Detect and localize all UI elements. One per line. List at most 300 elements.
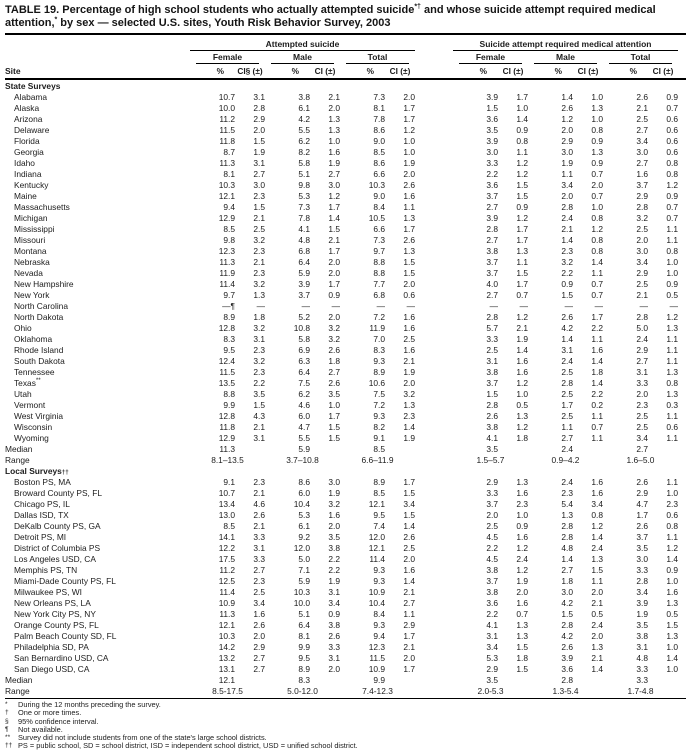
percent-value: 5.3 — [486, 653, 498, 663]
site-cell — [5, 499, 190, 510]
ci-value: 1.7 — [328, 202, 340, 212]
percent-value: 1.4 — [561, 554, 573, 564]
percent-value: 9.5 — [298, 653, 310, 663]
ci-value: 3.3 — [253, 532, 265, 542]
percent-value: 2.0 — [636, 389, 648, 399]
percent-value: 11.9 — [369, 323, 385, 333]
ci-value: 1.0 — [666, 664, 678, 674]
percent-value: 4.7 — [636, 499, 648, 509]
percent-value: 2.8 — [636, 576, 648, 586]
site-name: New York City PS, NY — [14, 609, 96, 619]
site-cell — [5, 488, 190, 499]
site-cell — [5, 136, 190, 147]
ci-value: 2.0 — [328, 664, 340, 674]
site-name: District of Columbia PS — [14, 543, 101, 553]
site-cell — [5, 411, 190, 422]
ci-value: 2.1 — [253, 488, 265, 498]
median-label: Median — [5, 444, 33, 454]
percent-value: 3.3 — [486, 158, 498, 168]
percent-value: 3.0 — [561, 147, 573, 157]
percent-value: 1.4 — [561, 235, 573, 245]
percent-value: 2.4 — [561, 213, 573, 223]
footnote-text: 95% confidence interval. — [18, 716, 99, 726]
table-row — [5, 532, 686, 543]
site-name: Tennessee — [14, 367, 55, 377]
ci-value: 1.5 — [253, 136, 265, 146]
ci-value: 1.2 — [328, 191, 340, 201]
footnote-text: PS = public school, SD = school district, ISD = independent school district, USD = unified school district. — [18, 741, 358, 751]
ci-value: 2.0 — [328, 257, 340, 267]
percent-value: 2.5 — [636, 422, 648, 432]
percent-value: 13.0 — [218, 510, 235, 520]
percent-value: 5.1 — [298, 169, 310, 179]
percent-value: 4.0 — [486, 279, 498, 289]
percent-value: 12.5 — [218, 576, 235, 586]
table-body — [5, 81, 686, 697]
ci-value: 1.6 — [516, 356, 528, 366]
percent-value: 5.1 — [298, 609, 310, 619]
site-cell — [5, 301, 190, 312]
percent-value: 6.6 — [373, 224, 385, 234]
ci-value: 2.0 — [328, 521, 340, 531]
percent-value: 12.1 — [368, 499, 385, 509]
ci-value: 2.1 — [328, 92, 340, 102]
percent-value: — — [301, 301, 310, 311]
ci-value: 1.0 — [403, 136, 415, 146]
ci-value: 3.1 — [328, 587, 340, 597]
ci-value: 2.0 — [328, 268, 340, 278]
site-name: Maine — [14, 191, 37, 201]
percent-value: 8.5 — [223, 224, 235, 234]
range-label: Range — [5, 686, 30, 696]
percent-value: 9.9 — [298, 642, 310, 652]
ci-value: 1.5 — [516, 191, 528, 201]
percent-value: 7.5 — [298, 378, 310, 388]
ci-value: — — [519, 301, 528, 311]
title-divider — [5, 33, 686, 35]
percent-value: 9.5 — [223, 345, 235, 355]
site-cell — [5, 620, 190, 631]
ci-value: 1.2 — [666, 180, 678, 190]
percent-value: 10.3 — [218, 180, 235, 190]
ci-value: 3.4 — [328, 598, 340, 608]
ci-value: 2.0 — [403, 92, 415, 102]
ci-value: 1.1 — [591, 576, 603, 586]
title-superscript-2: * — [54, 16, 58, 24]
percent-value: 9.3 — [373, 565, 385, 575]
percent-value: 9.1 — [223, 477, 235, 487]
percent-value: 9.3 — [373, 356, 385, 366]
percent-value: 17.5 — [218, 554, 235, 564]
percent-value: 7.8 — [373, 114, 385, 124]
percent-value: 11.4 — [219, 587, 235, 597]
percent-value: 14.1 — [218, 532, 235, 542]
percent-value: 8.5 — [373, 147, 385, 157]
percent-value: 4.1 — [298, 224, 310, 234]
ci-value: 1.1 — [591, 268, 603, 278]
ci-value: 1.5 — [403, 257, 415, 267]
percent-value: 2.7 — [486, 235, 498, 245]
percent-value: 6.6 — [373, 169, 385, 179]
range-row — [5, 686, 686, 697]
median-value: 3.5 — [486, 675, 498, 685]
site-name: Broward County PS, FL — [14, 488, 102, 498]
percent-value: 13.4 — [218, 499, 235, 509]
ci-value: 1.6 — [328, 510, 340, 520]
ci-value: 1.6 — [403, 323, 415, 333]
site-name: Texas — [14, 378, 36, 388]
site-name: Boston PS, MA — [14, 477, 71, 487]
percent-value: 10.9 — [368, 587, 385, 597]
ci-value: 3.8 — [328, 620, 340, 630]
percent-value: 2.4 — [561, 356, 573, 366]
ci-value: 2.2 — [591, 389, 603, 399]
site-cell — [5, 180, 190, 191]
percent-value: 1.4 — [561, 334, 573, 344]
ci-value: 0.8 — [666, 521, 678, 531]
percent-value: 11.5 — [219, 125, 235, 135]
ci-value: 2.6 — [328, 378, 340, 388]
table-row — [5, 587, 686, 598]
table-row — [5, 598, 686, 609]
ci-value: 1.2 — [666, 543, 678, 553]
percent-value: 3.5 — [636, 620, 648, 630]
percent-value: 3.0 — [486, 147, 498, 157]
ci-value: 0.7 — [666, 213, 678, 223]
subheader-male — [528, 52, 603, 65]
percent-value: 3.5 — [636, 543, 648, 553]
ci-value: 0.6 — [403, 290, 415, 300]
percent-value: 10.9 — [218, 598, 235, 608]
percent-value: 3.1 — [561, 345, 573, 355]
ci-value: 2.1 — [591, 598, 603, 608]
percent-value: 9.0 — [373, 191, 385, 201]
percent-value: 1.7 — [636, 510, 648, 520]
ci-value: — — [594, 301, 603, 311]
ci-value: 1.0 — [516, 389, 528, 399]
site-cell — [5, 235, 190, 246]
ci-value: 1.4 — [666, 554, 678, 564]
ci-value: 2.0 — [403, 554, 415, 564]
percent-value: 9.2 — [298, 532, 310, 542]
site-name: Alabama — [14, 92, 48, 102]
percent-value: 2.7 — [636, 158, 648, 168]
ci-value: 0.8 — [666, 246, 678, 256]
ci-value: 1.6 — [666, 587, 678, 597]
ci-value: 2.2 — [328, 565, 340, 575]
percent-value: 6.4 — [298, 367, 310, 377]
site-name: Florida — [14, 136, 40, 146]
ci-value: 3.3 — [328, 642, 340, 652]
percent-value: 8.9 — [298, 664, 310, 674]
ci-value: 1.4 — [591, 378, 603, 388]
ci-value: 1.3 — [591, 147, 603, 157]
ci-value: 1.6 — [591, 477, 603, 487]
site-cell — [5, 521, 190, 532]
percent-value: 13.5 — [218, 378, 235, 388]
ci-value: 2.9 — [403, 620, 415, 630]
site-cell — [5, 312, 190, 323]
percent-value: 9.0 — [373, 136, 385, 146]
header-sex-row — [5, 51, 686, 64]
percent-value: 12.3 — [368, 642, 385, 652]
ci-value: 1.0 — [591, 202, 603, 212]
percent-column-header: % — [291, 66, 299, 76]
percent-value: — — [564, 301, 573, 311]
ci-value: 1.3 — [591, 554, 603, 564]
percent-value: 0.9 — [561, 279, 573, 289]
ci-value: 0.9 — [516, 521, 528, 531]
site-name: Michigan — [14, 213, 48, 223]
ci-value: 1.9 — [403, 158, 415, 168]
table-row — [5, 114, 686, 125]
percent-value: 3.4 — [486, 642, 498, 652]
ci-value: 3.2 — [328, 334, 340, 344]
percent-value: 7.0 — [373, 334, 385, 344]
ci-value: 2.7 — [253, 169, 265, 179]
percent-value: 8.4 — [373, 609, 385, 619]
footnote-symbol: †† — [5, 742, 13, 750]
percent-value: 2.4 — [636, 334, 648, 344]
ci-value: 1.0 — [591, 92, 603, 102]
percent-value: 10.6 — [368, 378, 385, 388]
ci-value: 1.4 — [403, 521, 415, 531]
table-row — [5, 664, 686, 675]
percent-value: 8.5 — [373, 488, 385, 498]
footnote-text: Survey did not include students from one of the state's large school districts. — [18, 733, 267, 743]
table-row — [5, 279, 686, 290]
site-cell — [5, 367, 190, 378]
ci-value: 2.7 — [253, 664, 265, 674]
ci-value: 1.7 — [328, 246, 340, 256]
table-row — [5, 356, 686, 367]
ci-value: 1.0 — [516, 510, 528, 520]
range-value: 6.6–11.9 — [361, 455, 394, 465]
ci-value: 3.1 — [253, 433, 265, 443]
table-row — [5, 510, 686, 521]
ci-value: — — [256, 301, 265, 311]
percent-value: 3.8 — [636, 631, 648, 641]
ci-value: 1.9 — [328, 158, 340, 168]
percent-value: 3.9 — [486, 213, 498, 223]
median-value: 11.3 — [219, 444, 235, 454]
ci-value: 1.5 — [516, 268, 528, 278]
percent-value: 12.9 — [218, 433, 235, 443]
ci-value: 1.6 — [516, 532, 528, 542]
subheader-label: Male — [534, 52, 597, 65]
subheader-female — [190, 52, 265, 65]
percent-value: 2.8 — [636, 202, 648, 212]
ci-value: 3.8 — [328, 543, 340, 553]
ci-value: 1.3 — [666, 598, 678, 608]
ci-value: 1.3 — [403, 213, 415, 223]
table-row — [5, 433, 686, 444]
site-cell — [5, 433, 190, 444]
footnote-symbol: † — [5, 709, 9, 717]
percent-value: 3.3 — [636, 378, 648, 388]
ci-value: 0.7 — [666, 202, 678, 212]
range-value: 1.6–5.0 — [626, 455, 655, 465]
ci-value: 2.4 — [591, 620, 603, 630]
table-row — [5, 642, 686, 653]
percent-value: 10.3 — [218, 631, 235, 641]
table-row — [5, 92, 686, 103]
percent-value: 3.8 — [298, 92, 310, 102]
percent-value: 3.1 — [636, 642, 648, 652]
site-cell — [5, 158, 190, 169]
percent-value: 11.8 — [219, 136, 235, 146]
median-value: 9.9 — [373, 675, 385, 685]
site-cell — [5, 422, 190, 433]
site-cell — [5, 279, 190, 290]
ci-value: 2.2 — [591, 323, 603, 333]
ci-value: 0.9 — [328, 609, 340, 619]
ci-value: 2.9 — [253, 642, 265, 652]
header-group-medical-attention — [453, 38, 678, 51]
subheader-label: Female — [196, 52, 259, 65]
percent-value: 2.1 — [636, 290, 648, 300]
percent-value: 3.6 — [486, 598, 498, 608]
percent-value: 8.1 — [373, 103, 385, 113]
percent-value: 2.5 — [636, 411, 648, 421]
percent-value: 6.2 — [298, 389, 310, 399]
ci-value: 1.1 — [666, 356, 678, 366]
percent-value: 10.7 — [218, 92, 235, 102]
percent-value: 10.4 — [293, 499, 310, 509]
ci-value: 1.6 — [403, 565, 415, 575]
percent-value: 2.5 — [561, 411, 573, 421]
table-row — [5, 554, 686, 565]
percent-value: 9.8 — [298, 180, 310, 190]
range-value: 1.5–5.7 — [476, 455, 505, 465]
ci-value: 1.8 — [516, 653, 528, 663]
site-name: Rhode Island — [14, 345, 64, 355]
percent-value: 6.1 — [298, 521, 310, 531]
percent-value: 2.8 — [486, 224, 498, 234]
ci-value: 2.9 — [253, 114, 265, 124]
site-name: New York — [14, 290, 50, 300]
site-name: New Hampshire — [14, 279, 74, 289]
table-row — [5, 268, 686, 279]
ci-value: 0.3 — [666, 400, 678, 410]
percent-value: 4.8 — [636, 653, 648, 663]
ci-value: 2.6 — [403, 180, 415, 190]
percent-value: 3.7 — [636, 532, 648, 542]
title-text-2: and whose suicide attempt required medical attention, — [5, 4, 656, 29]
percent-value: 9.9 — [223, 400, 235, 410]
subheader-label: Total — [346, 52, 409, 65]
ci-value: 1.2 — [591, 521, 603, 531]
table-row — [5, 301, 686, 312]
site-name: South Dakota — [14, 356, 65, 366]
percent-value: 5.2 — [298, 312, 310, 322]
percent-value: 12.3 — [218, 246, 235, 256]
group-label: Attempted suicide — [265, 39, 340, 49]
percent-value: 8.8 — [373, 257, 385, 267]
percent-value: 5.5 — [298, 125, 310, 135]
ci-value: 1.8 — [591, 367, 603, 377]
table-row — [5, 224, 686, 235]
ci-value: 0.9 — [516, 125, 528, 135]
table-row — [5, 125, 686, 136]
percent-value: 1.5 — [486, 389, 498, 399]
ci-value: 1.6 — [403, 191, 415, 201]
ci-value: 1.7 — [403, 664, 415, 674]
ci-value: — — [331, 301, 340, 311]
percent-value: 5.4 — [561, 499, 573, 509]
ci-value: 1.2 — [516, 312, 528, 322]
range-value: 8.1–13.5 — [211, 455, 244, 465]
ci-value: 1.6 — [591, 488, 603, 498]
percent-value: 5.3 — [298, 191, 310, 201]
percent-value: —¶ — [222, 301, 235, 311]
section-label: Local Surveys — [5, 466, 62, 476]
site-cell — [5, 477, 190, 488]
percent-value: 1.4 — [561, 92, 573, 102]
ci-value: 1.7 — [516, 279, 528, 289]
ci-column-header: CI (±) — [652, 66, 674, 76]
ci-value: 2.1 — [403, 356, 415, 366]
percent-value: 5.8 — [298, 334, 310, 344]
ci-column-header: CI (±) — [577, 66, 599, 76]
table-row — [5, 543, 686, 554]
ci-value: 2.1 — [253, 422, 265, 432]
ci-value: 3.4 — [591, 499, 603, 509]
ci-value: 2.0 — [591, 180, 603, 190]
percent-value: 3.6 — [486, 114, 498, 124]
site-name: Montana — [14, 246, 47, 256]
percent-value: 4.7 — [298, 422, 310, 432]
ci-value: 1.1 — [666, 433, 678, 443]
ci-value: 1.1 — [516, 257, 528, 267]
ci-value: 2.1 — [328, 235, 340, 245]
table-row — [5, 576, 686, 587]
site-name: Ohio — [14, 323, 32, 333]
ci-value: 1.1 — [666, 532, 678, 542]
ci-value: 1.4 — [591, 532, 603, 542]
percent-value: 9.3 — [373, 576, 385, 586]
table-row — [5, 499, 686, 510]
ci-value: 0.9 — [516, 202, 528, 212]
percent-value: 1.9 — [561, 158, 573, 168]
percent-value: 3.8 — [486, 367, 498, 377]
ci-value: 2.0 — [253, 631, 265, 641]
percent-value: 2.6 — [561, 642, 573, 652]
ci-value: 0.6 — [666, 125, 678, 135]
ci-value: 2.1 — [516, 323, 528, 333]
range-value: 5.0-12.0 — [287, 686, 318, 696]
site-cell — [5, 290, 190, 301]
range-value: 7.4-12.3 — [362, 686, 393, 696]
ci-value: 0.8 — [516, 136, 528, 146]
percent-value: 8.6 — [373, 125, 385, 135]
ci-value: 1.4 — [666, 653, 678, 663]
range-value: 2.0-5.3 — [477, 686, 504, 696]
table-row — [5, 180, 686, 191]
percent-value: 8.3 — [373, 345, 385, 355]
site-cell — [5, 268, 190, 279]
percent-value: 4.2 — [561, 631, 573, 641]
percent-value: 12.1 — [218, 620, 235, 630]
percent-value: 7.3 — [373, 92, 385, 102]
percent-value: 3.8 — [486, 246, 498, 256]
site-cell — [5, 202, 190, 213]
percent-value: 12.8 — [218, 411, 235, 421]
percent-value: 6.4 — [298, 257, 310, 267]
range-value: 3.7–10.8 — [286, 455, 319, 465]
percent-value: 8.1 — [298, 631, 310, 641]
percent-value: 2.8 — [561, 378, 573, 388]
